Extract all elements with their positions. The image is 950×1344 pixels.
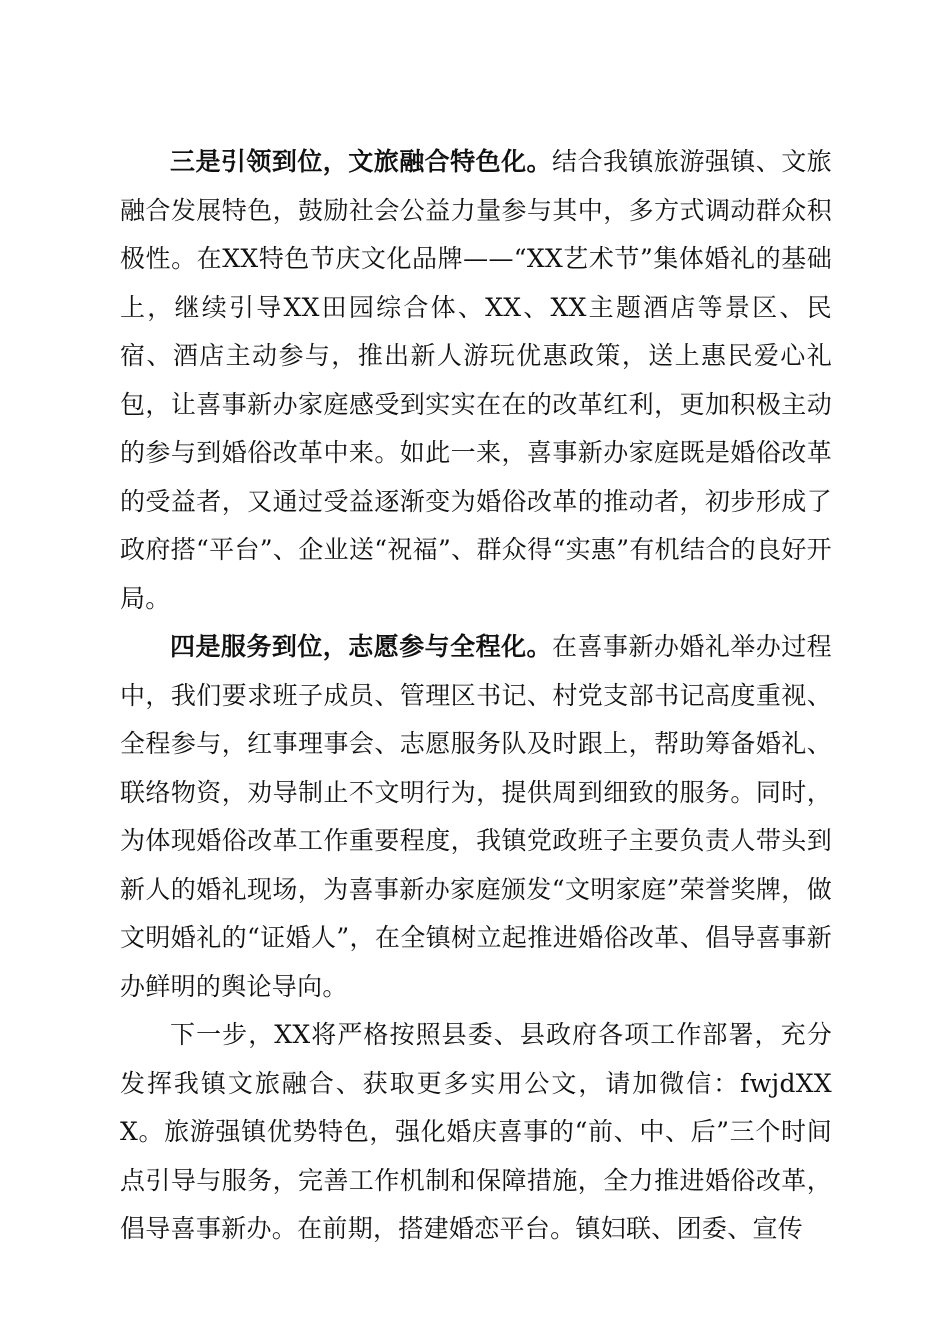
paragraph-body: 在喜事新办婚礼举办过程中，我们要求班子成员、管理区书记、村党支部书记高度重视、全程参与，红事理事会、志愿服务队及时跟上，帮助筹备婚礼、联络物资，劝导制止不文明行为，提供周到细致的服务。同时，为体现婚俗改革工作重要程度，我镇党政班子主要负责人带头到新人的婚礼现场，为喜事新办家庭颁发“文明家庭”荣誉奖牌，做文明婚礼的“证婚人”，在全镇树立起推进婚俗改革、倡导喜事新办鲜明的舆论导向。 xyxy=(120,632,832,1001)
paragraph-body: 结合我镇旅游强镇、文旅融合发展特色，鼓励社会公益力量参与其中，多方式调动群众积极性。在XX特色节庆文化品牌——“XX艺术节”集体婚礼的基础上，继续引导XX田园综合体、XX、XX主题酒店等景区、民宿、酒店主动参与，推出新人游玩优惠政策，送上惠民爱心礼包，让喜事新办家庭感受到实实在在的改革红利，更加积极主动的参与到婚俗改革中来。如此一来，喜事新办家庭既是婚俗改革的受益者，又通过受益逐渐变为婚俗改革的推动者，初步形成了政府搭“平台”、企业送“祝福”、群众得“实惠”有机结合的良好开局。 xyxy=(120,147,832,613)
paragraph-service xyxy=(120,623,832,1011)
paragraph-next-step xyxy=(120,1011,832,1254)
document-page xyxy=(120,138,832,1254)
paragraph-lead: 三是引领到位，文旅融合特色化。 xyxy=(170,147,553,176)
paragraph-guidance xyxy=(120,138,832,623)
paragraph-lead: 四是服务到位，志愿参与全程化。 xyxy=(170,632,553,661)
paragraph-body: 下一步，XX将严格按照县委、县政府各项工作部署，充分发挥我镇文旅融合、获取更多实用公文，请加微信：fwjdXXX。旅游强镇优势特色，强化婚庆喜事的“前、中、后”三个时间点引导与服务，完善工作机制和保障措施，全力推进婚俗改革，倡导喜事新办。在前期，搭建婚恋平台。镇妇联、团委、宣传 xyxy=(120,1020,832,1243)
